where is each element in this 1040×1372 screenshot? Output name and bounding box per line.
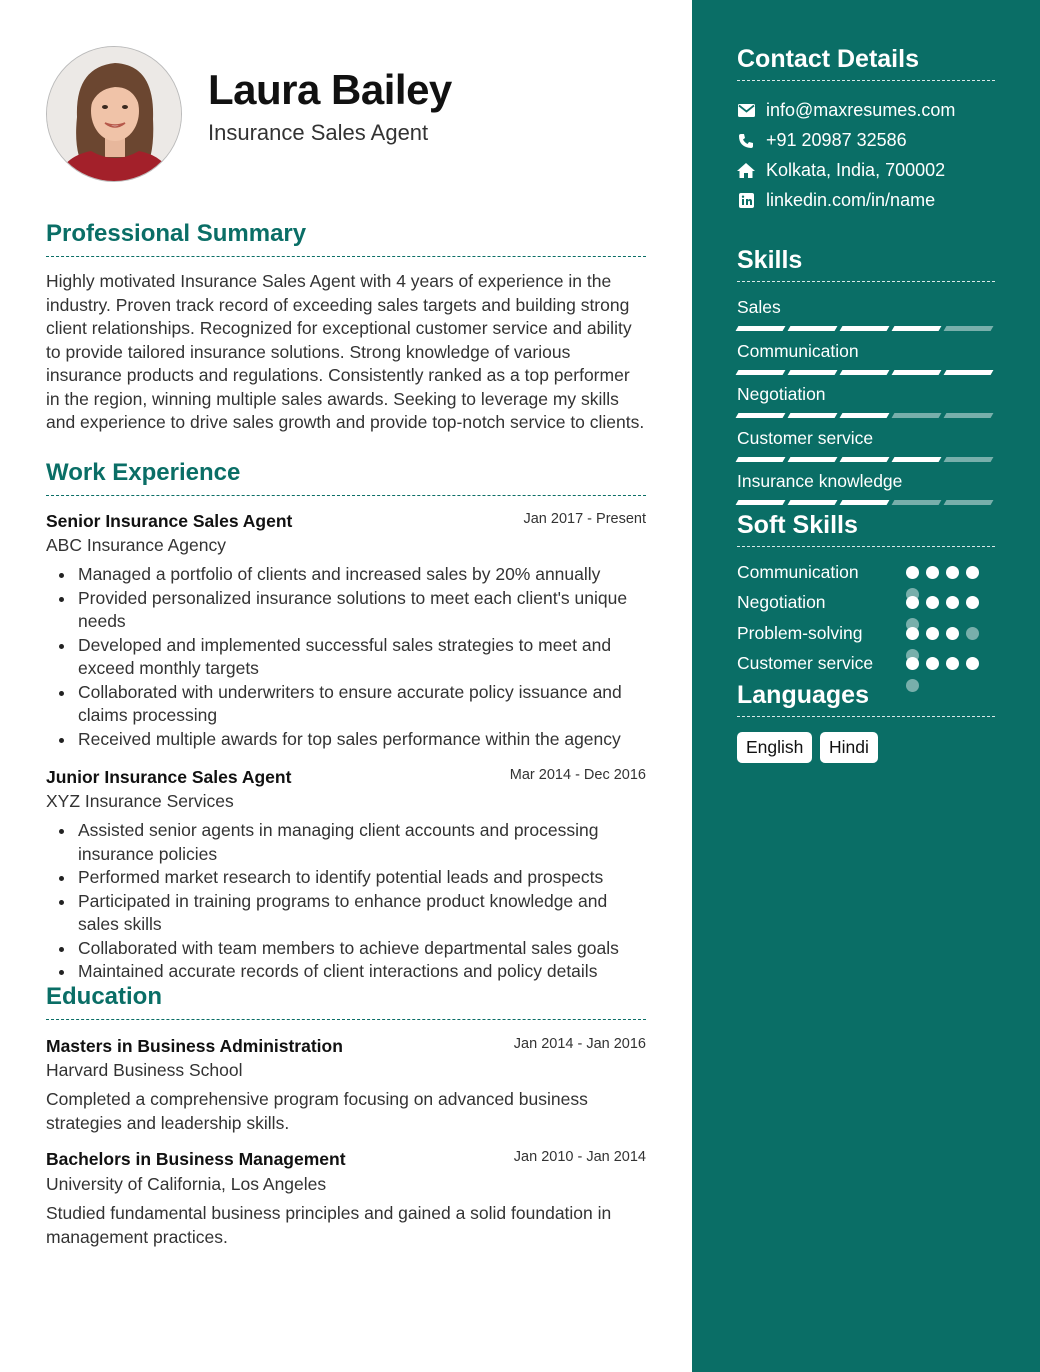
experience-heading: Work Experience	[46, 459, 241, 486]
soft-skill-name: Negotiation	[737, 592, 826, 612]
education-description: Studied fundamental business principles and gained a solid foundation in management practices.	[46, 1203, 612, 1247]
contact-phone[interactable]	[737, 130, 907, 151]
skill-level-segment	[892, 326, 942, 331]
skill-level-bar	[737, 500, 992, 505]
candidate-title: Insurance Sales Agent	[208, 120, 429, 145]
skills-divider	[737, 281, 995, 282]
education-description: Completed a comprehensive program focusing on advanced business strategies and leadership skills.	[46, 1089, 588, 1133]
email-text: info@maxresumes.com	[766, 100, 956, 120]
degree-title: Bachelors in Business Management	[46, 1149, 346, 1169]
list-item: Assisted senior agents in managing client accounts and processing insurance policies	[78, 819, 652, 866]
skill-level-segment	[736, 500, 786, 505]
language-tag: English	[737, 732, 812, 763]
skill-level-segment	[788, 326, 838, 331]
job-bullets	[78, 563, 652, 751]
list-item: Collaborated with team members to achieve departmental sales goals	[78, 937, 652, 961]
list-item: Provided personalized insurance solutions to meet each client's unique needs	[78, 587, 652, 634]
skill-level-bar	[737, 413, 992, 418]
list-item: Managed a portfolio of clients and increased sales by 20% annually	[78, 563, 652, 587]
skill-level-bar	[737, 457, 992, 462]
languages-divider	[737, 716, 995, 717]
skill-level-segment	[892, 370, 942, 375]
skill-level-segment	[840, 370, 890, 375]
skill-name: Sales	[737, 297, 781, 317]
rating-dot	[966, 657, 979, 670]
school-name: University of California, Los Angeles	[46, 1174, 327, 1194]
summary-text: Highly motivated Insurance Sales Agent with 4 years of experience in the industry. Proven track record of exceeding sales targets and building strong client relationships. Recognized for exceptional customer service and ability to provide tailored insurance solutions. Strong knowledge of various insurance products and regulations. Consistently ranked as a top performer in the region, winning multiple sales awards. Seeking to leverage my skills and experience to drive sales growth and provide top-notch service to clients.	[46, 271, 645, 432]
rating-dot	[946, 627, 959, 640]
linkedin-text: linkedin.com/in/name	[766, 190, 936, 210]
skill-level-segment	[892, 457, 942, 462]
list-item: Collaborated with underwriters to ensure accurate policy issuance and claims processing	[78, 681, 652, 728]
skill-level-segment	[736, 457, 786, 462]
skill-name: Insurance knowledge	[737, 471, 903, 491]
skill-level-segment	[840, 326, 890, 331]
soft-skill-name: Customer service	[737, 653, 874, 673]
contact-linkedin[interactable]	[737, 190, 935, 211]
rating-dot	[946, 566, 959, 579]
skill-level-segment	[944, 370, 994, 375]
phone-text: +91 20987 32586	[766, 130, 907, 150]
degree-title: Masters in Business Administration	[46, 1036, 343, 1056]
rating-dot	[906, 566, 919, 579]
rating-dot	[966, 627, 979, 640]
rating-dot	[966, 596, 979, 609]
rating-dot	[926, 657, 939, 670]
job-date: Mar 2014 - Dec 2016	[509, 767, 646, 783]
rating-dot	[946, 596, 959, 609]
job-bullets	[78, 819, 652, 984]
language-tag: Hindi	[820, 732, 878, 763]
skill-level-segment	[840, 457, 890, 462]
skill-level-segment	[788, 413, 838, 418]
skill-level-segment	[840, 413, 890, 418]
skill-level-segment	[944, 413, 994, 418]
home-icon	[737, 162, 755, 180]
candidate-name: Laura Bailey	[208, 66, 452, 113]
envelope-icon	[737, 102, 755, 120]
rating-dot	[906, 679, 919, 692]
skills-heading: Skills	[737, 246, 803, 274]
list-item: Participated in training programs to enhance product knowledge and sales skills	[78, 890, 652, 937]
rating-dot	[926, 627, 939, 640]
skill-name: Customer service	[737, 427, 874, 448]
contact-address	[737, 160, 945, 181]
job-title: Junior Insurance Sales Agent	[46, 767, 292, 787]
skill-level-segment	[840, 500, 890, 505]
phone-icon	[737, 132, 755, 150]
rating-dot	[966, 566, 979, 579]
skill-level-segment	[944, 326, 994, 331]
skill-level-segment	[892, 413, 942, 418]
contact-divider	[737, 80, 995, 81]
skill-level-segment	[736, 370, 786, 375]
profile-photo	[46, 46, 182, 182]
skill-level-segment	[944, 457, 994, 462]
skill-level-segment	[892, 500, 942, 505]
summary-heading: Professional Summary	[46, 220, 307, 247]
job-organization: XYZ Insurance Services	[46, 791, 234, 811]
education-date: Jan 2014 - Jan 2016	[513, 1036, 646, 1052]
list-item: Maintained accurate records of client interactions and policy details	[78, 960, 652, 984]
skill-level-segment	[788, 500, 838, 505]
linkedin-icon	[737, 192, 755, 210]
soft-skills-heading: Soft Skills	[737, 511, 858, 539]
portrait-image	[47, 47, 182, 182]
list-item: Received multiple awards for top sales performance within the agency	[78, 728, 652, 752]
skill-level-segment	[736, 413, 786, 418]
skill-level-segment	[788, 370, 838, 375]
summary-divider	[46, 256, 646, 257]
skill-name: Communication	[737, 340, 859, 361]
list-item: Performed market research to identify potential leads and prospects	[78, 866, 652, 890]
skill-level-segment	[944, 500, 994, 505]
list-item: Developed and implemented successful sales strategies to meet and exceed monthly targets	[78, 634, 652, 681]
school-name: Harvard Business School	[46, 1060, 243, 1080]
sidebar	[692, 0, 1040, 1372]
contact-heading: Contact Details	[737, 45, 919, 73]
rating-dot	[926, 566, 939, 579]
skill-level-bar	[737, 326, 992, 331]
rating-dot	[906, 657, 919, 670]
soft-skill-name: Communication	[737, 562, 859, 582]
contact-email[interactable]	[737, 100, 955, 121]
experience-divider	[46, 495, 646, 496]
languages-heading: Languages	[737, 681, 869, 709]
education-divider	[46, 1019, 646, 1020]
rating-dot	[906, 596, 919, 609]
education-date: Jan 2010 - Jan 2014	[513, 1149, 646, 1165]
skill-level-segment	[736, 326, 786, 331]
skill-name: Negotiation	[737, 384, 826, 404]
rating-dot	[906, 627, 919, 640]
address-text: Kolkata, India, 700002	[766, 160, 946, 180]
rating-dot	[926, 596, 939, 609]
skill-level-bar	[737, 370, 992, 375]
rating-dot	[946, 657, 959, 670]
education-heading: Education	[46, 983, 163, 1010]
soft-skill-name: Problem-solving	[737, 623, 863, 643]
skill-level-segment	[788, 457, 838, 462]
job-date: Jan 2017 - Present	[523, 511, 646, 527]
soft-skills-divider	[737, 546, 995, 547]
job-title: Senior Insurance Sales Agent	[46, 511, 293, 531]
job-organization: ABC Insurance Agency	[46, 535, 226, 555]
